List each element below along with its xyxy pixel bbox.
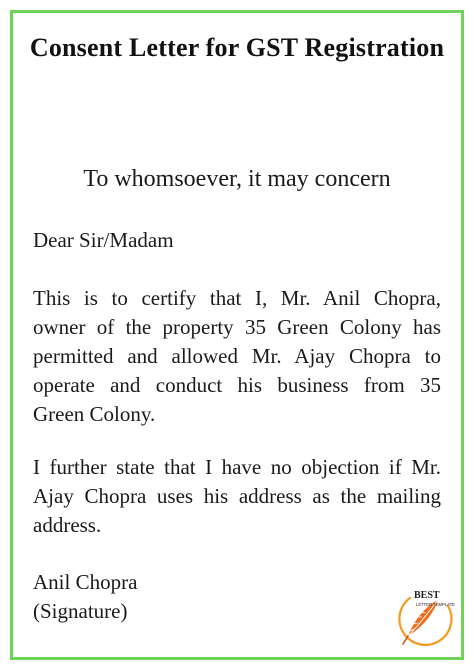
paragraph-certification: [33, 284, 441, 429]
paragraph-line: permitted and allowed Mr. Ajay Chopra to: [33, 344, 441, 368]
paragraph-line: I further state that I have no objection if Mr.: [33, 455, 441, 479]
paragraph-no-objection: [33, 453, 441, 540]
to-whom-line: To whomsoever, it may concern: [83, 166, 391, 192]
paragraph-line: This is to certify that I, Mr. Anil Chopra,: [33, 286, 441, 310]
logo-word-best: BEST: [414, 590, 440, 601]
logo-word-letter-template: LETTER TEMPLATE: [416, 602, 455, 607]
salutation: Dear Sir/Madam: [33, 228, 174, 252]
paragraph-line: operate and conduct his business from 35: [33, 373, 441, 397]
signature-label: (Signature): [33, 599, 128, 623]
feather-quill-icon: [392, 584, 458, 652]
paragraph-line: owner of the property 35 Green Colony has: [33, 315, 441, 339]
best-letter-template-logo: [392, 584, 458, 652]
paragraph-line: address.: [33, 513, 102, 537]
page-title: Consent Letter for GST Registration: [29, 33, 445, 62]
signature-block: [33, 568, 137, 626]
paragraph-line: Ajay Chopra uses his address as the mailing: [33, 484, 441, 508]
paragraph-line: Green Colony.: [33, 402, 156, 426]
signer-name: Anil Chopra: [33, 570, 138, 594]
